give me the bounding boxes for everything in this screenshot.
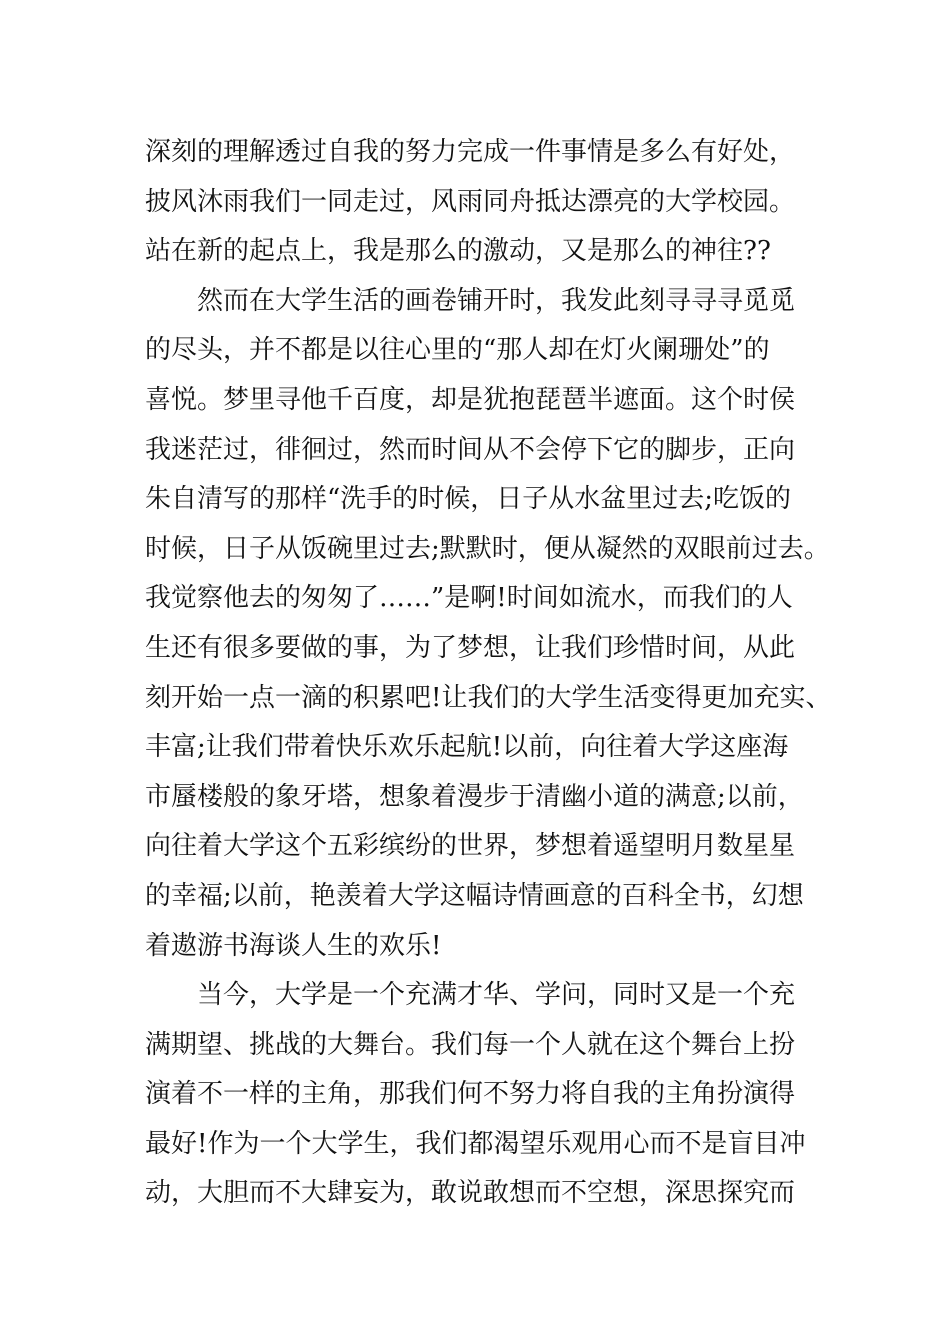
text-line: 动，大胆而不大肆妄为，敢说敢想而不空想，深思探究而: [145, 1178, 796, 1209]
body-text: [145, 128, 835, 1219]
text-line: 时候，日子从饭碗里过去;默默时，便从凝然的双眼前过去。: [145, 533, 830, 564]
text-line: 满期望、挑战的大舞台。我们每一个人就在这个舞台上扮: [145, 1029, 796, 1060]
text-line: 丰富;让我们带着快乐欢乐起航!以前，向往着大学这座海: [145, 732, 789, 763]
text-line: 朱自清写的那样“洗手的时候，日子从水盆里过去;吃饭的: [145, 484, 792, 515]
text-line: 演着不一样的主角，那我们何不努力将自我的主角扮演得: [145, 1079, 796, 1110]
text-line: 我觉察他去的匆匆了……”是啊!时间如流水，而我们的人: [145, 583, 793, 614]
text-line: 喜悦。梦里寻他千百度，却是犹抱琵琶半遮面。这个时侯: [145, 384, 796, 415]
text-line: 我迷茫过，徘徊过，然而时间从不会停下它的脚步，正向: [145, 434, 796, 465]
text-line: 站在新的起点上，我是那么的激动，又是那么的神往??: [145, 236, 771, 267]
text-line: 的尽头，并不都是以往心里的“那人却在灯火阑珊处”的: [145, 335, 770, 366]
text-line: 深刻的理解透过自我的努力完成一件事情是多么有好处，: [145, 137, 796, 167]
paragraph-first-line: 然而在大学生活的画卷铺开时，我发此刻寻寻寻觅觅: [197, 285, 796, 316]
text-line: 的幸福;以前，艳羡着大学这幅诗情画意的百科全书，幻想: [145, 880, 804, 911]
text-line: 着遨游书海谈人生的欢乐!: [145, 930, 442, 961]
text-line: 最好!作为一个大学生，我们都渴望乐观用心而不是盲目冲: [145, 1128, 806, 1159]
text-line: 刻开始一点一滴的积累吧!让我们的大学生活变得更加充实、: [145, 682, 832, 713]
text-line: 生还有很多要做的事，为了梦想，让我们珍惜时间，从此: [145, 632, 796, 663]
text-line: 向往着大学这个五彩缤纷的世界，梦想着遥望明月数星星: [145, 831, 796, 862]
text-line: 市蜃楼般的象牙塔，想象着漫步于清幽小道的满意;以前，: [145, 781, 804, 812]
text-line: 披风沐雨我们一同走过，风雨同舟抵达漂亮的大学校园。: [145, 186, 796, 217]
paragraph-first-line: 当今，大学是一个充满才华、学问，同时又是一个充: [197, 980, 796, 1011]
